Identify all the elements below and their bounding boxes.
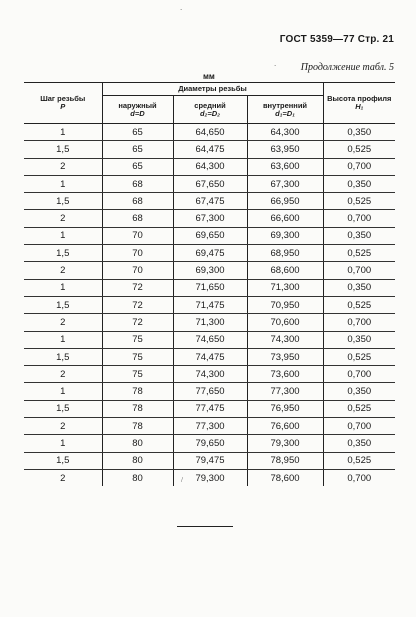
cell-inner-diameter: 68,600	[247, 262, 323, 279]
cell-outer-diameter: 72	[102, 279, 173, 296]
cell-mid-diameter: 67,300	[173, 210, 247, 227]
cell-pitch: 2	[24, 210, 102, 227]
header-pitch-label: Шаг резьбы	[40, 94, 86, 103]
cell-inner-diameter: 78,950	[247, 452, 323, 469]
cell-mid-diameter: 71,300	[173, 314, 247, 331]
table-body	[24, 124, 395, 487]
cell-pitch: 2	[24, 314, 102, 331]
cell-inner-diameter: 73,950	[247, 348, 323, 365]
cell-inner-diameter: 66,950	[247, 193, 323, 210]
cell-outer-diameter: 80	[102, 435, 173, 452]
cell-mid-diameter: 64,300	[173, 158, 247, 175]
cell-mid-diameter: 79,650	[173, 435, 247, 452]
table-row	[24, 400, 395, 417]
cell-mid-diameter: 74,650	[173, 331, 247, 348]
cell-outer-diameter: 68	[102, 210, 173, 227]
table-row	[24, 124, 395, 141]
table-row	[24, 366, 395, 383]
cell-outer-diameter: 72	[102, 296, 173, 313]
cell-inner-diameter: 63,950	[247, 141, 323, 158]
cell-pitch: 2	[24, 418, 102, 435]
table-row	[24, 469, 395, 486]
cell-inner-diameter: 63,600	[247, 158, 323, 175]
cell-mid-diameter: 69,475	[173, 245, 247, 262]
table-row	[24, 245, 395, 262]
cell-pitch: 1,5	[24, 296, 102, 313]
cell-outer-diameter: 68	[102, 193, 173, 210]
cell-inner-diameter: 70,950	[247, 296, 323, 313]
cell-mid-diameter: 71,650	[173, 279, 247, 296]
table-row	[24, 418, 395, 435]
cell-profile-height: 0,700	[323, 210, 395, 227]
cell-outer-diameter: 78	[102, 383, 173, 400]
table-continuation-label: Продолжение табл. 5	[300, 62, 394, 73]
table-row	[24, 193, 395, 210]
cell-inner-diameter: 70,600	[247, 314, 323, 331]
cell-profile-height: 0,350	[323, 279, 395, 296]
cell-pitch: 2	[24, 469, 102, 486]
cell-pitch: 1	[24, 331, 102, 348]
cell-mid-diameter: 64,650	[173, 124, 247, 141]
cell-mid-diameter: 74,300	[173, 366, 247, 383]
cell-outer-diameter: 80	[102, 452, 173, 469]
unit-label: мм	[203, 72, 215, 81]
cell-pitch: 2	[24, 366, 102, 383]
table-row	[24, 210, 395, 227]
table-row	[24, 175, 395, 192]
table-row	[24, 314, 395, 331]
table-row	[24, 262, 395, 279]
cell-outer-diameter: 65	[102, 124, 173, 141]
header-height-label: Высота профиля	[327, 94, 392, 103]
cell-profile-height: 0,350	[323, 124, 395, 141]
cell-inner-diameter: 64,300	[247, 124, 323, 141]
header-mid	[173, 96, 247, 124]
cell-inner-diameter: 78,600	[247, 469, 323, 486]
cell-inner-diameter: 77,300	[247, 383, 323, 400]
cell-mid-diameter: 69,300	[173, 262, 247, 279]
table-row	[24, 435, 395, 452]
page-header-standard: ГОСТ 5359—77 Стр. 21	[279, 34, 394, 45]
cell-inner-diameter: 67,300	[247, 175, 323, 192]
table-row	[24, 158, 395, 175]
cell-outer-diameter: 75	[102, 366, 173, 383]
header-mid-symbol: d₂=D₂	[199, 108, 221, 118]
cell-inner-diameter: 66,600	[247, 210, 323, 227]
cell-mid-diameter: 74,475	[173, 348, 247, 365]
table-row	[24, 141, 395, 158]
footer-rule	[177, 526, 233, 527]
table-row	[24, 348, 395, 365]
cell-pitch: 1	[24, 435, 102, 452]
cell-profile-height: 0,350	[323, 435, 395, 452]
cell-pitch: 2	[24, 158, 102, 175]
cell-pitch: 1	[24, 383, 102, 400]
cell-profile-height: 0,700	[323, 314, 395, 331]
cell-mid-diameter: 64,475	[173, 141, 247, 158]
cell-profile-height: 0,525	[323, 348, 395, 365]
cell-mid-diameter: 79,475	[173, 452, 247, 469]
cell-inner-diameter: 73,600	[247, 366, 323, 383]
cell-profile-height: 0,700	[323, 418, 395, 435]
cell-profile-height: 0,525	[323, 400, 395, 417]
cell-pitch: 1,5	[24, 245, 102, 262]
cell-outer-diameter: 72	[102, 314, 173, 331]
cell-profile-height: 0,525	[323, 193, 395, 210]
cell-pitch: 1,5	[24, 193, 102, 210]
cell-inner-diameter: 74,300	[247, 331, 323, 348]
scan-speck: ˋ	[274, 64, 277, 72]
cell-outer-diameter: 75	[102, 331, 173, 348]
cell-profile-height: 0,700	[323, 366, 395, 383]
header-height-symbol: H₁	[355, 102, 364, 111]
cell-mid-diameter: 69,650	[173, 227, 247, 244]
cell-pitch: 2	[24, 262, 102, 279]
cell-profile-height: 0,525	[323, 245, 395, 262]
cell-profile-height: 0,700	[323, 469, 395, 486]
header-inner-symbol: d₁=D₁	[275, 108, 295, 118]
cell-mid-diameter: 77,650	[173, 383, 247, 400]
cell-outer-diameter: 68	[102, 175, 173, 192]
cell-pitch: 1	[24, 124, 102, 141]
cell-inner-diameter: 76,950	[247, 400, 323, 417]
cell-profile-height: 0,525	[323, 296, 395, 313]
cell-pitch: 1,5	[24, 141, 102, 158]
cell-pitch: 1,5	[24, 348, 102, 365]
scan-speck: ˋ	[180, 8, 183, 16]
cell-profile-height: 0,700	[323, 262, 395, 279]
scan-speck: /	[181, 476, 183, 484]
cell-pitch: 1,5	[24, 400, 102, 417]
cell-profile-height: 0,350	[323, 383, 395, 400]
header-mid-label: средний	[194, 100, 226, 110]
header-outer	[102, 96, 173, 124]
header-profile-height	[323, 83, 395, 124]
cell-pitch: 1	[24, 279, 102, 296]
cell-mid-diameter: 67,475	[173, 193, 247, 210]
header-outer-label: наружный	[118, 100, 157, 110]
cell-outer-diameter: 78	[102, 418, 173, 435]
cell-mid-diameter: 67,650	[173, 175, 247, 192]
cell-outer-diameter: 80	[102, 469, 173, 486]
cell-outer-diameter: 70	[102, 245, 173, 262]
cell-mid-diameter: 79,300	[173, 469, 247, 486]
table-row	[24, 452, 395, 469]
cell-inner-diameter: 79,300	[247, 435, 323, 452]
cell-profile-height: 0,700	[323, 158, 395, 175]
table-row	[24, 296, 395, 313]
cell-inner-diameter: 76,600	[247, 418, 323, 435]
header-diameter-group: Диаметры резьбы	[102, 83, 323, 96]
table-row	[24, 227, 395, 244]
cell-profile-height: 0,525	[323, 141, 395, 158]
cell-outer-diameter: 75	[102, 348, 173, 365]
cell-profile-height: 0,525	[323, 452, 395, 469]
cell-outer-diameter: 70	[102, 262, 173, 279]
cell-inner-diameter: 71,300	[247, 279, 323, 296]
cell-outer-diameter: 78	[102, 400, 173, 417]
header-inner-label: внутренний	[262, 100, 308, 110]
cell-mid-diameter: 77,300	[173, 418, 247, 435]
cell-inner-diameter: 68,950	[247, 245, 323, 262]
cell-profile-height: 0,350	[323, 175, 395, 192]
table-row	[24, 331, 395, 348]
header-pitch	[24, 83, 102, 124]
thread-dimensions-table	[24, 82, 395, 486]
table-row	[24, 383, 395, 400]
cell-pitch: 1,5	[24, 452, 102, 469]
cell-inner-diameter: 69,300	[247, 227, 323, 244]
header-inner	[247, 96, 323, 124]
cell-pitch: 1	[24, 175, 102, 192]
cell-outer-diameter: 70	[102, 227, 173, 244]
cell-outer-diameter: 65	[102, 158, 173, 175]
header-pitch-symbol: P	[60, 102, 66, 111]
cell-mid-diameter: 71,475	[173, 296, 247, 313]
cell-profile-height: 0,350	[323, 227, 395, 244]
cell-mid-diameter: 77,475	[173, 400, 247, 417]
cell-profile-height: 0,350	[323, 331, 395, 348]
header-outer-symbol: d=D	[130, 108, 145, 118]
table-row	[24, 279, 395, 296]
cell-pitch: 1	[24, 227, 102, 244]
cell-outer-diameter: 65	[102, 141, 173, 158]
